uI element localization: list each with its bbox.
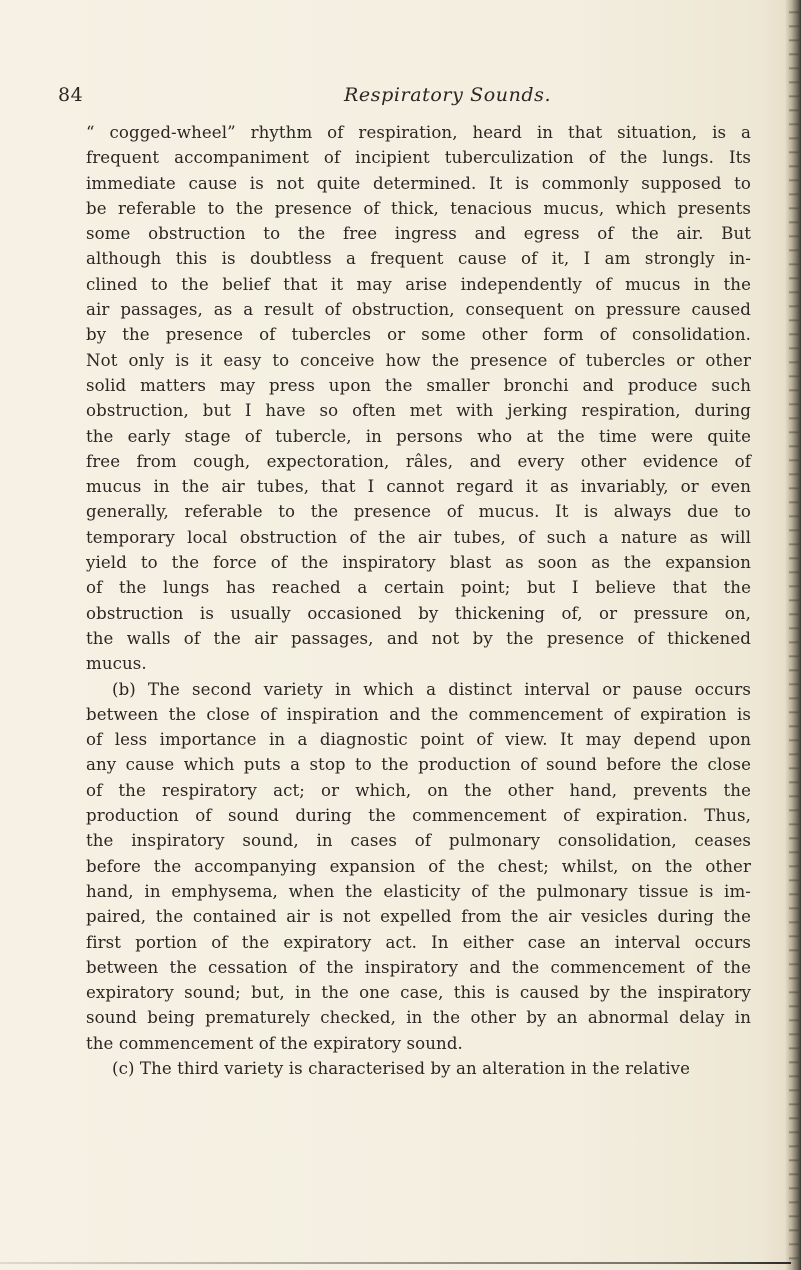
text-line: solid matters may press upon the smaller bronchi and produce such [86,375,751,395]
text-line: before the accompanying expansion of the chest; whilst, on the other [86,856,751,876]
text-line: sound being prematurely checked, in the other by an abnormal delay in [86,1008,751,1028]
text-line: paired, the contained air is not expelled from the air vesicles during the [86,907,751,927]
text-line: clined to the belief that it may arise independently of mucus in the [86,274,751,294]
text-line: the inspiratory sound, in cases of pulmonary consolidation, ceases [86,831,751,851]
text-line: yield to the force of the inspiratory blast as soon as the expansion [86,553,751,573]
text-line: production of sound during the commencement of expiration. Thus, [86,806,751,826]
text-line: mucus in the air tubes, that I cannot regard it as invariably, or even [86,477,751,497]
text-line: generally, referable to the presence of mucus. It is always due to [86,502,751,522]
text-line: by the presence of tubercles or some other form of consolidation. [86,325,751,345]
text-line: although this is doubtless a frequent cause of it, I am strongly in- [86,249,751,269]
text-line: of less importance in a diagnostic point of view. It may depend upon [86,730,751,750]
text-line: Not only is it easy to conceive how the presence of tubercles or other [86,350,751,370]
text-line: between the cessation of the inspiratory and the commencement of the [86,957,751,977]
text-line: immediate cause is not quite determined. It is commonly supposed to [86,173,751,193]
text-line: some obstruction to the free ingress and egress of the air. But [86,224,751,244]
text-line: (b) The second variety in which a distinct interval or pause occurs [112,679,751,699]
page-number: 84 [58,84,84,106]
text-line: frequent accompaniment of incipient tuberculization of the lungs. Its [86,148,751,168]
text-line: of the respiratory act; or which, on the other hand, prevents the [86,780,751,800]
running-head: Respiratory Sounds. [344,84,552,106]
page-bottom-edge [0,1262,791,1264]
text-line: mucus. [86,654,147,674]
text-line: between the close of inspiration and the commencement of expiration is [86,704,751,724]
text-line: hand, in emphysema, when the elasticity of the pulmonary tissue is im- [86,881,751,901]
text-line: (c) The third variety is characterised by an alteration in the relative [112,1058,691,1078]
text-line: “ cogged-wheel” rhythm of respiration, heard in that situation, is a [86,123,751,142]
text-line: obstruction, but I have so often met with jerking respiration, during [86,401,751,421]
text-line: the commencement of the expiratory sound. [86,1033,463,1053]
text-line: of the lungs has reached a certain point; but I believe that the [86,578,751,598]
page-edge-texture [789,0,799,1270]
text-line: first portion of the expiratory act. In either case an interval occurs [86,932,751,952]
text-line: any cause which puts a stop to the production of sound before the close [86,755,751,775]
text-line: free from cough, expectoration, râles, and every other evidence of [86,451,751,471]
text-line: air passages, as a result of obstruction, consequent on pressure caused [86,300,751,320]
text-line: temporary local obstruction of the air tubes, of such a nature as will [86,527,751,547]
page-header [58,84,758,114]
text-line: the early stage of tubercle, in persons who at the time were quite [86,426,751,446]
body-text [86,120,751,1081]
text-line: the walls of the air passages, and not by the presence of thickened [86,628,751,648]
text-line: be referable to the presence of thick, tenacious mucus, which presents [86,198,751,218]
text-line: expiratory sound; but, in the one case, this is caused by the inspiratory [86,983,751,1003]
text-line: obstruction is usually occasioned by thickening of, or pressure on, [86,603,751,623]
